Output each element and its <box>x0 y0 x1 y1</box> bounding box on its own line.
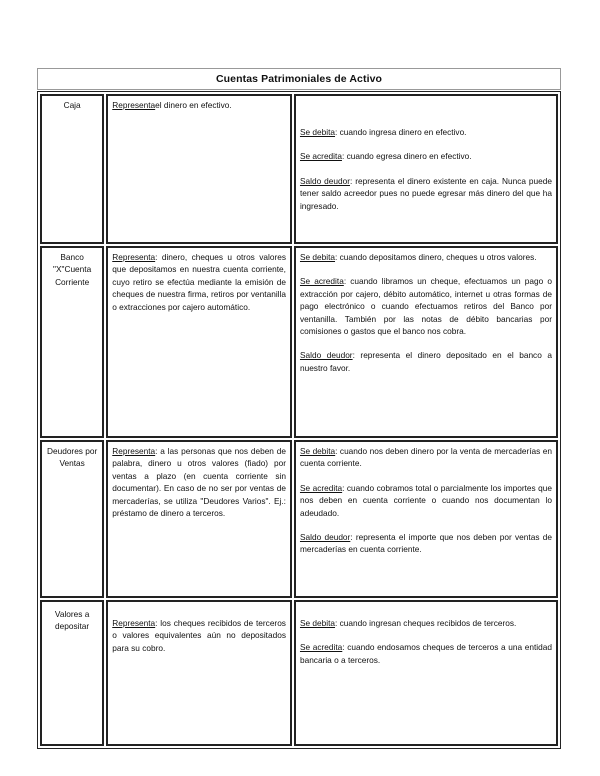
represents-label: Representa <box>112 252 156 262</box>
credit-rule <box>300 641 552 666</box>
account-rules <box>294 94 558 244</box>
debit-rule <box>300 445 552 470</box>
credit-label: Se acredita <box>299 151 342 162</box>
account-rules <box>294 600 558 746</box>
debit-text: : cuando ingresan cheques recibidos de terceros. <box>335 618 517 628</box>
credit-label: Se acredita <box>299 642 343 653</box>
account-name: Banco "X"Cuenta Corriente <box>40 246 104 438</box>
credit-label: Se acredita <box>299 276 344 287</box>
represents-text: : los cheques recibidos de terceros o valores equivalentes aún no depositados para su cobro. <box>112 618 286 653</box>
represents-label: Representa <box>112 100 156 110</box>
balance-rule <box>300 349 552 374</box>
debit-rule <box>300 126 552 138</box>
account-rules <box>294 440 558 598</box>
balance-rule <box>300 531 552 556</box>
balance-label: Saldo deudor <box>299 532 351 543</box>
table-row <box>40 94 558 244</box>
represents-text: : a las personas que nos deben de palabra, dinero u otros valores (fiado) por ventas a plazo (en cuenta corriente sin documentar). En caso de no ser por ventas de mercaderías, se utiliza "Deudores Varios". Ej.: préstamo de dinero a terceros. <box>112 446 286 519</box>
credit-text: : cuando egresa dinero en efectivo. <box>341 151 472 162</box>
represents-label: Representa <box>112 618 156 628</box>
table-row <box>40 600 558 746</box>
represents-text: el dinero en efectivo. <box>155 100 232 110</box>
balance-label: Saldo deudor <box>299 350 353 361</box>
account-represents <box>106 600 292 746</box>
balance-text: : representa el dinero existente en caja. Nunca puede tener saldo acreedor pues no puede egresar más dinero del que ha ingresado. <box>299 175 552 211</box>
debit-label: Se debita <box>299 446 336 456</box>
debit-rule <box>300 617 552 629</box>
represents-text: : dinero, cheques u otros valores que depositamos en nuestra cuenta corriente, cuyo retiro se efectúa mediante la emisión de cheques de nuestra firma, retiros por ventanilla o extracciones por cajero automático. <box>112 252 286 312</box>
debit-label: Se debita <box>299 252 336 262</box>
credit-text: : cuando libramos un cheque, efectuamos un pago o extracción por cajero, débito automático, internet u otras formas de pago electrónico o cuando efectuamos retiros del Banco por ventanilla. También por las notas de débito bancarias por comisiones o gastos que el banco nos cobra. <box>299 276 552 337</box>
account-rules <box>294 246 558 438</box>
balance-text: : representa el dinero depositado en el banco a nuestro favor. <box>299 350 552 373</box>
debit-label: Se debita <box>299 618 336 628</box>
credit-label: Se acredita <box>299 482 343 493</box>
account-represents <box>106 246 292 438</box>
credit-rule <box>300 150 552 162</box>
represents-label: Representa <box>112 446 156 456</box>
accounts-table <box>37 91 561 749</box>
debit-text: : cuando depositamos dinero, cheques u otros valores. <box>335 252 537 262</box>
balance-text: : representa el importe que nos deben por ventas de mercaderías en cuenta corriente. <box>299 532 552 555</box>
credit-text: : cuando cobramos total o parcialmente los importes que nos deben en cuenta corriente o cuando nos documentan lo adeudado. <box>299 482 552 518</box>
table-title: Cuentas Patrimoniales de Activo <box>37 68 561 90</box>
account-name: Valores a depositar <box>40 600 104 746</box>
account-represents <box>106 440 292 598</box>
credit-rule <box>300 482 552 519</box>
account-represents <box>106 94 292 244</box>
table-row <box>40 246 558 438</box>
debit-text: : cuando nos deben dinero por la venta de mercaderías en cuenta corriente. <box>299 446 552 469</box>
credit-text: : cuando endosamos cheques de terceros a una entidad bancaria o a terceros. <box>299 642 552 665</box>
debit-text: : cuando ingresa dinero en efectivo. <box>335 126 467 137</box>
account-name: Deudores por Ventas <box>40 440 104 598</box>
table-row <box>40 440 558 598</box>
balance-label: Saldo deudor <box>299 175 350 186</box>
account-name: Caja <box>40 94 104 244</box>
balance-rule <box>300 175 552 212</box>
debit-rule <box>300 251 552 263</box>
credit-rule <box>300 275 552 337</box>
debit-label: Se debita <box>299 126 336 137</box>
